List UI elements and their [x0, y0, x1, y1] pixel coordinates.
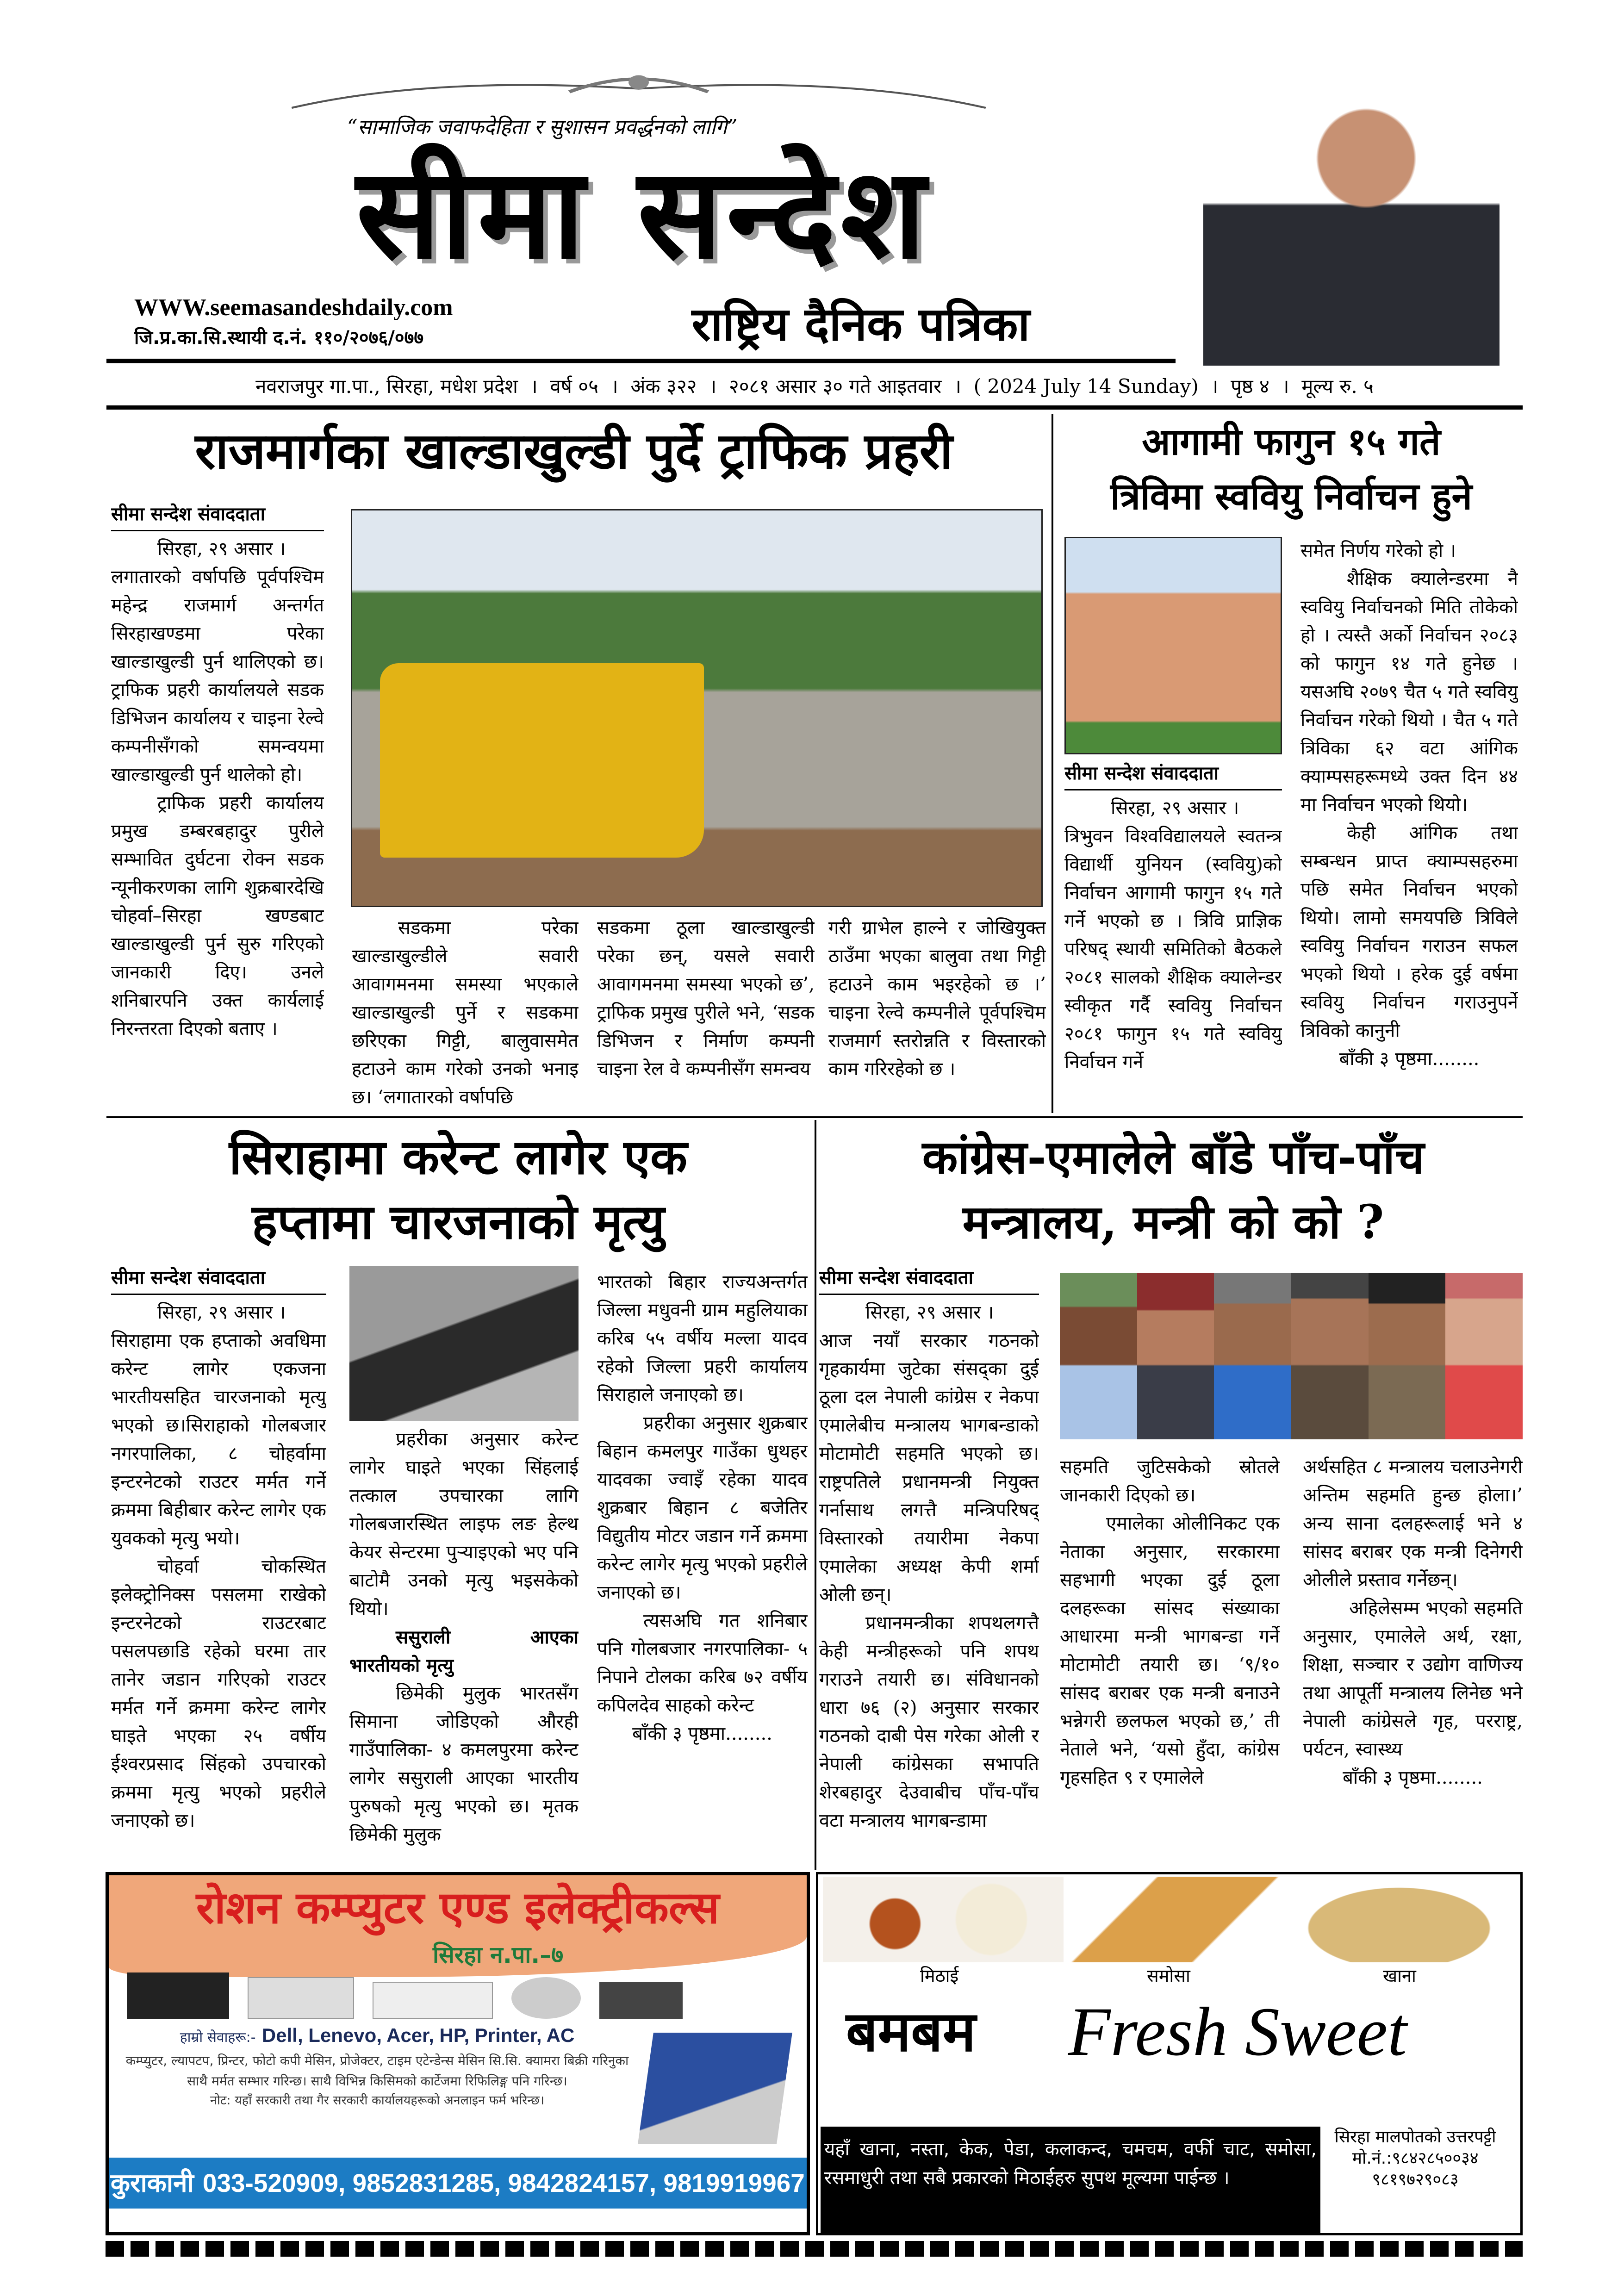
ad-location: सिरहा न.पा.–७ [433, 1941, 564, 1968]
ministers-photo-collage [1060, 1273, 1523, 1439]
portrait [1445, 1273, 1523, 1439]
portrait [1369, 1273, 1446, 1439]
paragraph: समेत निर्णय गरेको हो । [1300, 540, 1456, 561]
ad-description: यहाँ खाना, नस्ता, केक, पेडा, कलाकन्द, चमचम, वर्फी चाट, समोसा, रसमाधुरी तथा सबै प्रकारको मिठाईहरु सुपथ मूल्यमा पाईन्छ । [824, 2139, 1317, 2189]
article-3-headline[interactable] [111, 1125, 805, 1254]
column-divider [815, 1120, 816, 1870]
ornament-icon [292, 69, 986, 111]
portrait [1291, 1273, 1369, 1439]
contact-label: कुराकानी [111, 2168, 194, 2198]
headline-line: आगामी फागुन १५ गते [1142, 420, 1441, 463]
headline-line: त्रिविमा स्ववियु निर्वाचन हुने [1110, 474, 1472, 518]
masthead [106, 69, 1185, 366]
newspaper-subtitle: राष्ट्रिय दैनिक पत्रिका [691, 297, 1030, 351]
article-3-column-1 [111, 1263, 326, 1870]
ad-phone[interactable]: ९८१९७२९०८३ [1372, 2170, 1459, 2189]
person-photo [1203, 69, 1500, 366]
paragraph: केही आंगिक तथा सम्बन्धन प्राप्त क्याम्पसहरुमा पछि समेत निर्वाचन भएको थियो। लामो समयपछि त्रिविले स्ववियु निर्वाचन गराउन सफल भएको थियो । हरेक दुई वर्षमा स्ववियु निर्वाचन गराउनुपर्ने त्रिविको कानुनी [1300, 822, 1518, 1041]
headline-line: कांग्रेस-एमालेले बाँडे पाँच-पाँच [922, 1130, 1425, 1184]
projector-icon [373, 1982, 493, 2019]
masthead-rule [106, 359, 1176, 363]
byline: सीमा सन्देश संवाददाता [819, 1263, 1039, 1295]
paragraph: ट्राफिक प्रहरी कार्यालय प्रमुख डम्बरबहादुर पुरीले सम्भावित दुर्घटना रोक्न सडक न्यूनीकरणका लागि शुक्रबारदेखि चोहर्वा–सिरहा खण्डबाट खाल्डाखुल्डी पुर्न सुरु गरिएको जानकारी दिए। उनले शनिबारपनि उक्त कार्यलाई निरन्तरता दिएको बताए । [111, 792, 324, 1039]
bottom-dashed-border [106, 2241, 1523, 2257]
registration-number: जि.प्र.का.सि.स्थायी द.नं. ११०/२०७६/०७७ [134, 327, 424, 348]
ad-note: नोट: यहाँ सरकारी तथा गैर सरकारी कार्यालयहरूको अनलाइन फर्म भरिन्छ। [210, 2093, 545, 2108]
desktop-icon [127, 1972, 229, 2019]
newspaper-title-wrap [116, 139, 1171, 286]
cctv-camera-icon [599, 1982, 683, 2019]
paragraph: शैक्षिक क्यालेन्डरमा नै स्ववियु निर्वाचनको मिति तोकेको हो । त्यस्तै अर्को निर्वाचन २०८३ को फागुन १४ गते हुनेछ । यसअघि २०७९ चैत ५ गते स्ववियु निर्वाचन गरेको थियो । चैत ५ गते त्रिविका ६२ वटा आंगिक क्याम्पसहरूमध्ये उक्त दिन ४४ मा निर्वाचन भएको थियो। [1300, 568, 1518, 815]
date-bs: २०८१ असार ३० गते आइतवार [728, 375, 942, 398]
jcb-road-repair-photo [351, 509, 1043, 907]
computer-product-images [127, 1972, 798, 2019]
article-2-column-2 [1300, 537, 1518, 1111]
headline-line: सिराहामा करेन्ट लागेर एक [229, 1128, 688, 1185]
headline-line: मन्त्रालय, मन्त्री को को ? [962, 1195, 1384, 1249]
brands: Dell, Lenevo, Acer, HP, Printer, AC [261, 2024, 575, 2046]
ad-address: सिरहा मालपोतको उत्तरपट्टी [1334, 2128, 1496, 2147]
paragraph: लगातारको वर्षापछि पूर्वपश्चिम महेन्द्र राजमार्ग अन्तर्गत सिरहाखण्डमा परेका खाल्डाखुल्डी पुर्न थालिएको छ। ट्राफिक प्रहरी कार्यालयले सडक डिभिजन कार्यालय र चाइना रेल्वे कम्पनीसँगको समन्वयमा खाल्डाखुल्डी पुर्न थालेको हो। [111, 566, 324, 785]
dateline-rule [106, 405, 1523, 410]
sweet-shop-ad[interactable] [816, 1872, 1523, 2235]
laptop-icon [638, 2033, 792, 2144]
paragraph: सडकमा परेका खाल्डाखुल्डीले सवारी आवागमनमा समस्या भएकाले खाल्डाखुल्डी पुर्ने र सडकमा छरिएका गिट्टी, बालुवासमेत हटाउने काम गरेको उनको भनाइ छ। ‘लगातारको वर्षापछि [352, 917, 579, 1108]
price: मूल्य रु. ५ [1301, 375, 1374, 398]
paragraph: छिमेकी मुलुक भारतसँग सिमाना जोडिएको औरही गाउँपालिका- ४ कमलपुरमा करेन्ट लागेर ससुराली आएका भारतीय पुरुषको मृत्यु भएको छ। मृतक छिमेकी मुलुक [349, 1683, 579, 1845]
article-1-headline[interactable] [111, 417, 1037, 486]
contact-line [111, 2158, 805, 2209]
dateline: सिरहा, २९ असार । [157, 1302, 286, 1323]
article-2-column-1 [1064, 759, 1282, 1111]
issue-number: अंक ३२२ [630, 375, 697, 398]
printer-icon [248, 1977, 354, 2019]
brand-nepali: बमबम [846, 1999, 976, 2064]
thali-photo [1283, 1877, 1515, 1962]
paragraph: प्रधानमन्त्रीका शपथलगत्तै केही मन्त्रीहरूको पनि शपथ गराउने तयारी छ। संविधानको धारा ७६ (२) अनुसार सरकार गठनको दाबी पेस गरेका ओली र नेपाली कांग्रेसका सभापति शेरबहादुर देउवाबीच पाँच-पाँच वटा मन्त्रालय भागबन्डामा [819, 1612, 1039, 1831]
subheading: ससुराली आएका भारतीयको मृत्यु [349, 1626, 579, 1676]
ad-title-wrap [109, 1880, 807, 1935]
paragraph: सिराहामा एक हप्ताको अवधिमा करेन्ट लागेर एकजना भारतीयसहित चारजनाको मृत्यु भएको छ।सिराहाको गोलबजार नगरपालिका, ८ चोहर्वामा इन्टरनेटको राउटर मर्मत गर्ने क्रममा बिहीबार करेन्ट लागेर एक युवकको मृत्यु भयो। [111, 1330, 326, 1549]
byline: सीमा सन्देश संवाददाता [111, 1263, 326, 1295]
article-2-headline[interactable] [1062, 414, 1520, 523]
services-label: हाम्रो सेवाहरू:- [180, 2029, 256, 2046]
portrait [1214, 1273, 1291, 1439]
page-count: पृष्ठ ४ [1231, 375, 1269, 398]
paragraph: गरी ग्राभेल हाल्ने र जोखियुक्त ठाउँमा भएका बालुवा तथा गिट्टी हटाउने काम भइरहेको छ ।’ चाइना रेल्वे कम्पनीले पूर्वपश्चिम राजमार्ग स्तरोन्नति र विस्तारको काम गरिरहेको छ । [828, 917, 1046, 1080]
computer-shop-ad[interactable] [106, 1872, 810, 2235]
dateline-bar: नवराजपुर गा.पा., सिरहा, मधेश प्रदेश । वर्ष ०५ । अंक ३२२ । २०८१ असार ३० गते आइतवार । ( 2024 July 14 Sunday) । पृष्ठ ४ । मूल्य रु. ५ [255, 375, 1374, 398]
column-divider [1052, 414, 1053, 1113]
article-4-headline[interactable] [826, 1125, 1520, 1254]
contact-bar [109, 2158, 807, 2209]
article-1-column-2 [352, 914, 579, 1108]
label-sweets: मिठाई [920, 1966, 959, 1986]
newspaper-subtitle-wrap [551, 296, 1171, 352]
section-divider [106, 1116, 1523, 1118]
article-4-column-3 [1303, 1453, 1523, 1870]
label-samosa: समोसा [1147, 1966, 1190, 1986]
year: वर्ष ०५ [550, 375, 598, 398]
paragraph: त्यसअघि गत शनिबार पनि गोलबजार नगरपालिका- ५ निपाने टोलका करिब ७२ वर्षीय कपिलदेव साहको करेन्ट [597, 1610, 808, 1716]
portrait [1137, 1273, 1214, 1439]
sweets-photo [823, 1877, 1064, 1962]
paragraph: अहिलेसम्म भएको सहमति अनुसार, एमालेले अर्थ, रक्षा, शिक्षा, सञ्चार र उद्योग वाणिज्य तथा आपूर्ती मन्त्रालय लिनेछ भने नेपाली कांग्रेसले गृह, परराष्ट्र, पर्यटन, स्वास्थ्य [1303, 1598, 1523, 1760]
dateline: सिरहा, २९ असार । [157, 538, 286, 560]
headline-line: हप्तामा चारजनाको मृत्यु [252, 1193, 665, 1250]
portrait [1060, 1273, 1137, 1439]
cctv-dome-icon [511, 1977, 581, 2019]
dateline-wrap [106, 368, 1523, 405]
label-food: खाना [1383, 1966, 1416, 1986]
article-4-column-2 [1060, 1453, 1280, 1870]
paragraph: अर्थसहित ८ मन्त्रालय चलाउनेगरी अन्तिम सहमति हुन्छ होला।’ अन्य साना दलहरूलाई भने ४ सांसद बराबर एक मन्त्री दिनेगरी ओलीले प्रस्ताव गर्नेछन्। [1303, 1456, 1523, 1591]
dateline: सिरहा, २९ असार । [1111, 797, 1239, 819]
continued-link[interactable]: बाँकी ३ पृष्ठमा........ [1343, 1767, 1483, 1788]
headline-line: राजमार्गका खाल्डाखुल्डी पुर्दे ट्राफिक प्रहरी [195, 422, 953, 480]
newspaper-title: सीमा सन्देश [356, 139, 931, 286]
dateline: सिरहा, २९ असार । [865, 1302, 994, 1323]
paragraph: त्रिभुवन विश्वविद्यालयले स्वतन्त्र विद्यार्थी युनियन (स्ववियु)को निर्वाचन आगामी फागुन १५ गते गर्ने भएको छ । त्रिवि प्राज्ञिक परिषद् स्थायी समितिको बैठकले २०८१ सालको शैक्षिक क्यालेन्डर स्वीकृत गर्दै स्ववियु निर्वाचन २०८१ फागुन १५ गते स्ववियु निर्वाचन गर्ने [1064, 826, 1282, 1073]
website-url[interactable]: WWW.seemasandeshdaily.com [134, 294, 453, 321]
article-4-column-1 [819, 1263, 1039, 1870]
paragraph: सडकमा ठूला खाल्डाखुल्डी परेका छन्, यसले सवारी आवागमनमा समस्या भएको छ’, ट्राफिक प्रमुख पुरीले भने, ‘सडक डिभिजन र निर्माण कम्पनी चाइना रेल वे कम्पनीसँग समन्वय [597, 917, 815, 1080]
excavator-shape [380, 663, 704, 858]
ad-address-box [1323, 2127, 1508, 2233]
contact-phones[interactable]: 033-520909, 9852831285, 9842824157, 9819919967 [203, 2168, 805, 2197]
address: नवराजपुर गा.पा., सिरहा, मधेश प्रदेश [255, 375, 518, 398]
byline: सीमा सन्देश संवाददाता [111, 500, 324, 531]
brand-english: Fresh Sweet [1068, 1993, 1407, 2070]
paragraph: चोहर्वा चोकस्थित इलेक्ट्रोनिक्स पसलमा राखेको इन्टरनेटको राउटरबाट पसलपछाडि रहेको घरमा तार तानेर जडान गरिएको राउटर मर्मत गर्ने क्रममा करेन्ट लागेर घाइते भएका २५ वर्षीय ईश्वरप्रसाद सिंहको उपचारको क्रममा मृत्यु भएको प्रहरीले जनाएको छ। [111, 1556, 326, 1831]
paragraph: सहमति जुटिसकेको स्रोतले जानकारी दिएको छ। [1060, 1456, 1280, 1506]
article-1-column-1 [111, 500, 324, 1111]
ad-description-box [821, 2127, 1320, 2233]
article-3-column-3 [597, 1268, 808, 1870]
article-1-column-4 [828, 914, 1046, 1108]
victim-photo [349, 1266, 579, 1421]
ad-title: रोशन कम्प्युटर एण्ड इलेक्ट्रीकल्स [196, 1882, 720, 1934]
ad-text-block [123, 2022, 632, 2154]
paragraph: एमालेका ओलीनिकट एक नेताका अनुसार, सरकारमा सहभागी भएका दुई ठूला दलहरूका सांसद संख्याका आधारमा मन्त्री भागबन्डा गर्ने मोटामोटी तयारी छ। ‘९/१० सांसद बराबर एक मन्त्री बनाउने भन्नेगरी छलफल भएको छ,’ ती नेताले भने, ‘यसो हुँदा, कांग्रेस गृहसहित ९ र एमालेले [1060, 1513, 1280, 1788]
continued-link[interactable]: बाँकी ३ पृष्ठमा........ [632, 1723, 772, 1744]
university-building-photo [1064, 537, 1282, 754]
paragraph: आज नयाँ सरकार गठनको गृहकार्यमा जुटेका संसद्का दुई ठूला दल नेपाली कांग्रेस र नेकपा एमालेबीच मन्त्रालय भागबन्डाको मोटामोटी सहमति भएको छ। राष्ट्रपतिले प्रधानमन्त्री नियुक्त गर्नासाथ लगत्तै मन्त्रिपरिषद् विस्तारको तयारीमा नेकपा एमालेका अध्यक्ष केपी शर्मा ओली छन्। [819, 1330, 1039, 1605]
article-3-column-2 [349, 1425, 579, 1870]
paragraph: प्रहरीका अनुसार शुक्रबार बिहान कमलपुर गाउँका धुथहर यादवका ज्वाइँ रहेका यादव शुक्रबार बिहान ८ बजेतिर विद्युतीय मोटर जडान गर्ने क्रममा करेन्ट लागेर मृत्यु भएको प्रहरीले जनाएको छ। [597, 1412, 808, 1603]
date-ad: ( 2024 July 14 Sunday) [973, 375, 1199, 398]
byline: सीमा सन्देश संवाददाता [1064, 759, 1282, 790]
article-1-column-3 [597, 914, 815, 1108]
ad-phone[interactable]: मो.नं.:९८४२८५००३४ [1352, 2149, 1479, 2168]
paragraph: प्रहरीका अनुसार करेन्ट लागेर घाइते भएका सिंहलाई तत्काल उपचारका लागि गोलबजारस्थित लाइफ लङ हेल्थ केयर सेन्टरमा पुर्‍याइएको भए पनि बाटोमै उनको मृत्यु भइसकेको थियो। [349, 1429, 579, 1619]
ad-services [180, 2022, 575, 2051]
samosa-photo [1066, 1877, 1281, 1962]
tagline: “सामाजिक जवाफदेहिता र सुशासन प्रवर्द्धनको लागि” [347, 115, 738, 139]
continued-link[interactable]: बाँकी ३ पृष्ठमा........ [1339, 1048, 1480, 1070]
paragraph: भारतको बिहार राज्यअन्तर्गत जिल्ला मधुवनी ग्राम महुलियाका करिब ५५ वर्षीय मल्ला यादव रहेको जिल्ला प्रहरी कार्यालय सिराहाले जनाएको छ। [597, 1271, 808, 1406]
ad-description: कम्प्युटर, ल्यापटप, प्रिन्टर, फोटो कपी मेसिन, प्रोजेक्टर, टाइम एटेन्डेन्स मेसिन सि.सि. क्यामरा बिक्री गरिनुका साथै मर्मत सम्भार गरिन्छ। साथै विभिन्न किसिमको कार्टेजमा रिफिलिङ्ग पनि गरिन्छ। [125, 2053, 629, 2089]
